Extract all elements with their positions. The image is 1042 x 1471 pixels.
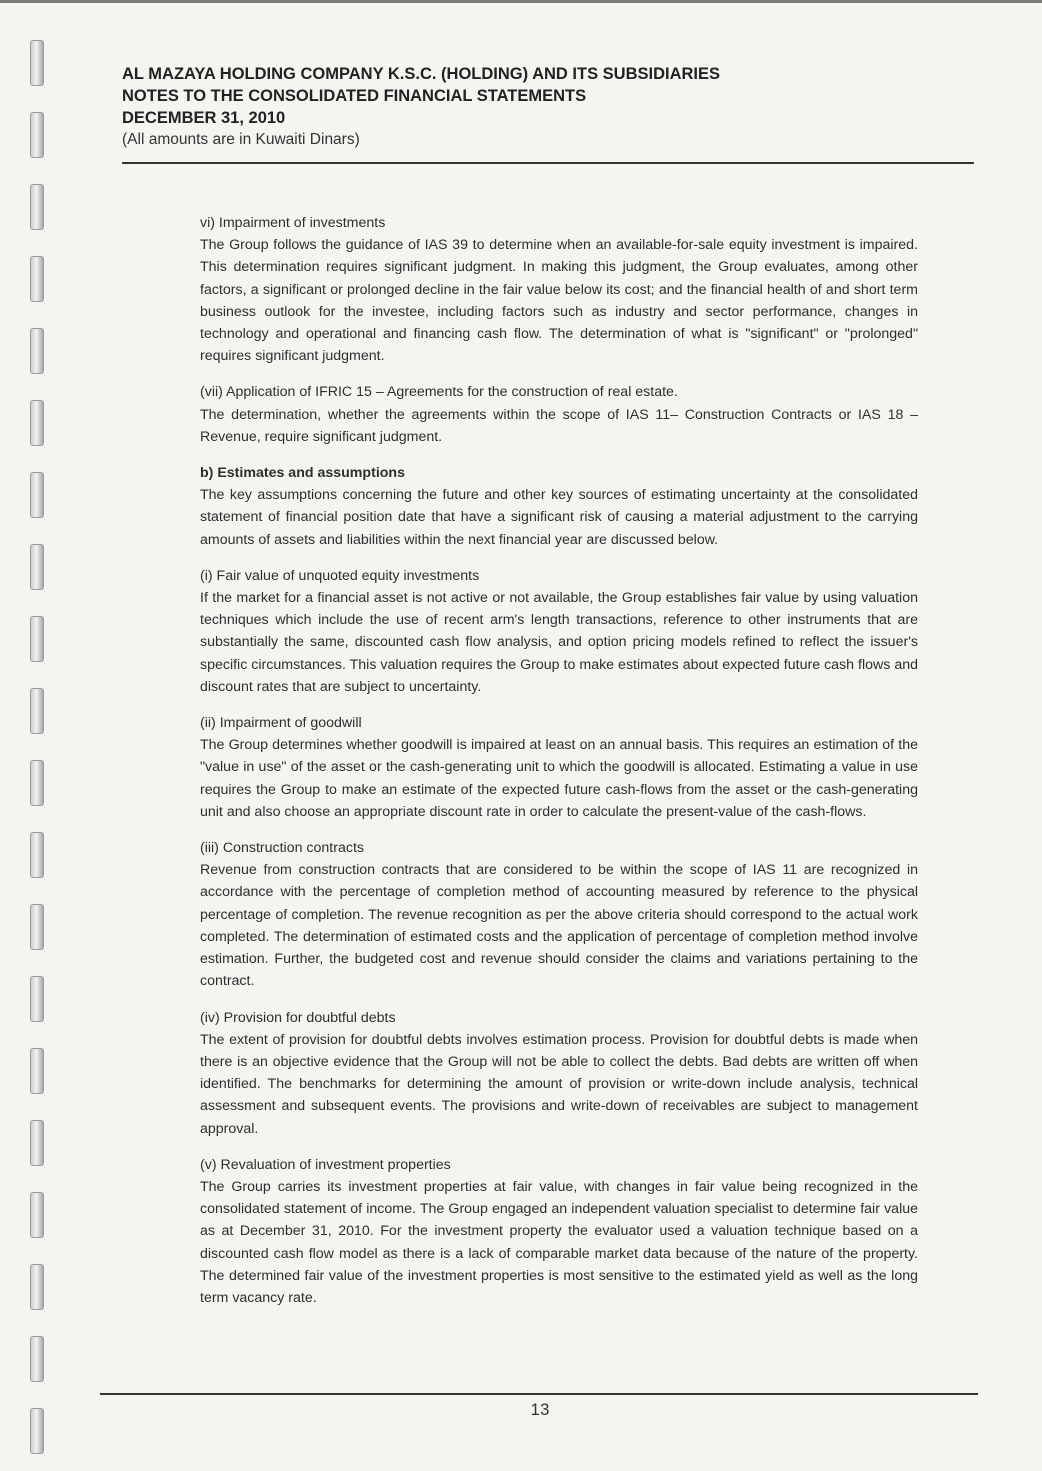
binding-ring bbox=[30, 832, 44, 878]
binding-ring bbox=[30, 472, 44, 518]
section-ifric15 bbox=[200, 381, 918, 448]
section-paragraph: If the market for a financial asset is not active or not available, the Group establishes fair value by using valuation techniques which include the use of recent arm's length transactions, reference to other instruments that are substantially the same, discounted cash flow analysis, and option pricing models refined to reflect the issuer's specific circumstances. This valuation requires the Group to make estimates about expected future cash flows and discount rates that are subject to uncertainty. bbox=[200, 590, 918, 695]
statement-date: DECEMBER 31, 2010 bbox=[122, 109, 286, 127]
currency-note: (All amounts are in Kuwaiti Dinars) bbox=[122, 131, 360, 148]
section-paragraph: The key assumptions concerning the future and other key sources of estimating uncertainty at the consolidated statement of financial position date that have a significant risk of causing a material adjustment to the carrying amounts of assets and liabilities within the next financial year are discussed below. bbox=[200, 487, 918, 548]
binding-ring bbox=[30, 760, 44, 806]
section-title: (vii) Application of IFRIC 15 – Agreements for the construction of real estate. bbox=[200, 384, 678, 401]
section-title: (i) Fair value of unquoted equity investments bbox=[200, 567, 480, 584]
binding-ring bbox=[30, 184, 44, 230]
binding-ring bbox=[30, 1336, 44, 1382]
binding-ring bbox=[30, 256, 44, 302]
section-doubtful-debts bbox=[200, 1007, 918, 1140]
binding-ring bbox=[30, 1192, 44, 1238]
binding-ring bbox=[30, 544, 44, 590]
section-heading: b) Estimates and assumptions bbox=[200, 465, 405, 482]
section-title: (iv) Provision for doubtful debts bbox=[200, 1009, 396, 1026]
header-divider bbox=[122, 162, 974, 164]
spiral-binding bbox=[30, 40, 46, 1460]
section-impairment-investments bbox=[200, 212, 918, 367]
top-edge-rule bbox=[0, 0, 1042, 3]
section-investment-properties bbox=[200, 1154, 918, 1309]
section-paragraph: Revenue from construction contracts that are considered to be within the scope of IAS 11 are recognized in accordance with the percentage of completion method of accounting measured by reference to the physical percentage of completion. The revenue recognition as per the above criteria should correspond to the actual work completed. The determination of estimated costs and the application of percentage of completion method involve estimation. Further, the budgeted cost and revenue should consider the claims and variations pertaining to the contract. bbox=[200, 862, 918, 990]
section-paragraph: The Group follows the guidance of IAS 39 to determine when an available-for-sale equity investment is impaired. This determination requires significant judgment. In making this judgment, the Group evaluates, among other factors, a significant or prolonged decline in the fair value below its cost; and the financial health of and short term business outlook for the investee, including factors such as industry and sector performance, changes in technology and operational and financing cash flow. The determination of what is "significant" or "prolonged" requires significant judgment. bbox=[200, 237, 918, 365]
footer-divider bbox=[100, 1393, 978, 1395]
section-title: (ii) Impairment of goodwill bbox=[200, 715, 362, 732]
company-name: AL MAZAYA HOLDING COMPANY K.S.C. (HOLDING) AND ITS SUBSIDIARIES bbox=[122, 65, 721, 83]
binding-ring bbox=[30, 616, 44, 662]
binding-ring bbox=[30, 328, 44, 374]
section-construction-contracts bbox=[200, 837, 918, 992]
section-fair-value-unquoted bbox=[200, 565, 918, 698]
binding-ring bbox=[30, 1120, 44, 1166]
notes-title: NOTES TO THE CONSOLIDATED FINANCIAL STATEMENTS bbox=[122, 87, 587, 105]
section-title: (iii) Construction contracts bbox=[200, 840, 364, 857]
section-title: vi) Impairment of investments bbox=[200, 215, 386, 231]
section-title: (v) Revaluation of investment properties bbox=[200, 1156, 451, 1173]
section-paragraph: The determination, whether the agreements within the scope of IAS 11– Construction Contracts or IAS 18 – Revenue, require significant judgment. bbox=[200, 406, 918, 445]
binding-ring bbox=[30, 976, 44, 1022]
section-paragraph: The Group carries its investment properties at fair value, with changes in fair value being recognized in the consolidated statement of income. The Group engaged an independent valuation specialist to determine fair value as at December 31, 2010. For the investment property the evaluator used a valuation technique based on a discounted cash flow model as there is a lack of comparable market data because of the nature of the property. The determined fair value of the investment properties is most sensitive to the estimated yield as well as the long term vacancy rate. bbox=[200, 1178, 918, 1306]
binding-ring bbox=[30, 904, 44, 950]
notes-body bbox=[200, 212, 918, 1323]
section-paragraph: The extent of provision for doubtful debts involves estimation process. Provision for doubtful debts is made when there is an objective evidence that the Group will not be able to collect the debts. Bad debts are written off when identified. The benchmarks for determining the amount of provision or write-down include analysis, technical assessment and subsequent events. The provisions and write-down of receivables are subject to management approval. bbox=[200, 1031, 918, 1137]
binding-ring bbox=[30, 400, 44, 446]
binding-ring bbox=[30, 1048, 44, 1094]
binding-ring bbox=[30, 1264, 44, 1310]
document-header bbox=[122, 63, 972, 151]
binding-ring bbox=[30, 40, 44, 86]
page-number: 13 bbox=[530, 1400, 550, 1419]
binding-ring bbox=[30, 112, 44, 158]
binding-ring bbox=[30, 688, 44, 734]
section-paragraph: The Group determines whether goodwill is impaired at least on an annual basis. This requires an estimation of the "value in use" of the asset or the cash-generating unit to which the goodwill is allocated. Estimating a value in use requires the Group to make an estimate of the expected future cash-flows from the asset or the cash-generating unit and also choose an appropriate discount rate in order to calculate the present-value of the cash-flows. bbox=[200, 737, 918, 820]
section-estimates-assumptions bbox=[200, 462, 918, 551]
section-impairment-goodwill bbox=[200, 712, 918, 823]
